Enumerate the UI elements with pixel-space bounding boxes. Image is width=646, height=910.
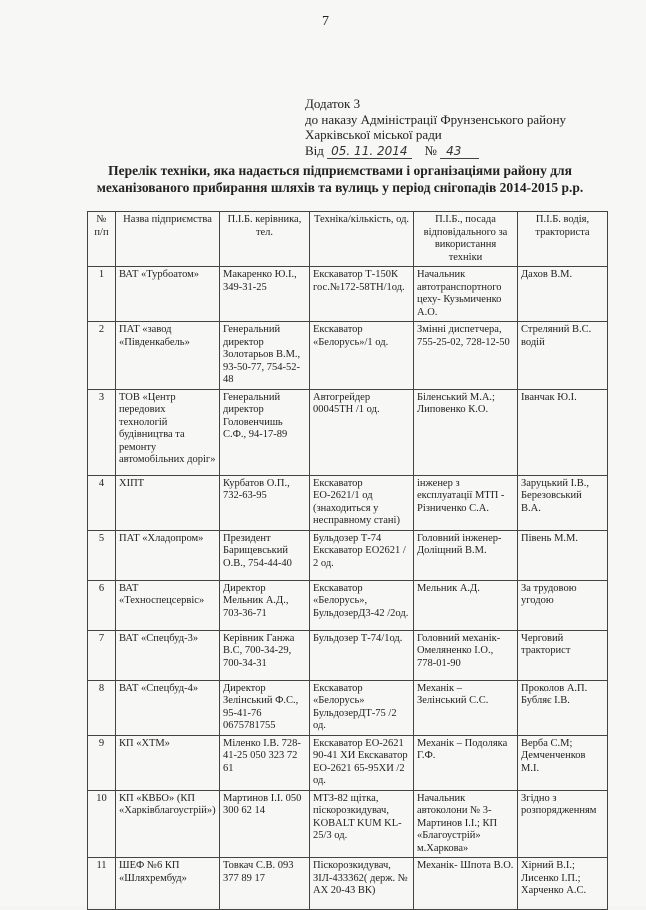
table-row bbox=[88, 790, 608, 858]
cell-driver: Дахов В.М. bbox=[518, 267, 608, 322]
cell-responsible: Змінні диспетчера, 755-25-02, 728-12-50 bbox=[414, 322, 518, 390]
cell-equipment: Екскаватор ЕО-2621/1 од (знаходиться у несправному стані) bbox=[310, 475, 414, 530]
table-row bbox=[88, 322, 608, 390]
appendix-line-2: до наказу Адміністрації Фрунзенського району bbox=[305, 111, 567, 127]
header-number: № п/п bbox=[88, 212, 116, 267]
cell-driver: Стреляний В.С. водій bbox=[518, 322, 608, 390]
cell-equipment: Бульдозер Т-74/1од. bbox=[310, 630, 414, 680]
table-row bbox=[88, 389, 608, 475]
cell-manager: Генеральний директор Золотарьов В.М., 93-50-77, 754-52-48 bbox=[220, 322, 310, 390]
header-equipment: Техніка/кількість, од. bbox=[310, 212, 414, 267]
cell-driver: За трудовою угодою bbox=[518, 580, 608, 630]
cell-manager: Директор Мельник А.Д., 703-36-71 bbox=[220, 580, 310, 630]
table-row bbox=[88, 580, 608, 630]
header-responsible: П.І.Б., посада відповідального за використання техніки bbox=[414, 212, 518, 267]
cell-manager: Курбатов О.П., 732-63-95 bbox=[220, 475, 310, 530]
cell-driver: Заруцький І.В., Березовський В.А. bbox=[518, 475, 608, 530]
appendix-date-line bbox=[305, 143, 566, 160]
number-prefix: № bbox=[424, 142, 437, 158]
appendix-line-3: Харківської міської ради bbox=[305, 127, 442, 142]
cell-enterprise: ТОВ «Центр передових технологій будівництва та ремонту автомобільних доріг» bbox=[116, 389, 220, 475]
cell-manager: Керівник Ганжа В.С, 700-34-29, 700-34-31 bbox=[220, 630, 310, 680]
cell-responsible: Начальник автоколони № 3- Мартинов І.І.; КП «Благоустрій» м.Харкова» bbox=[414, 790, 518, 858]
cell-equipment: Автогрейдер 00045ТН /1 од. bbox=[310, 389, 414, 475]
title-line-1: Перелік техніки, яка надається підприємствами і організаціями району для bbox=[108, 163, 572, 178]
cell-equipment: Екскаватор ЕО-2621 90-41 ХИ Екскаватор ЕО-2621 65-95ХИ /2 од. bbox=[310, 735, 414, 790]
cell-manager: Директор Зелінський Ф.С., 95-41-76 0675781755 bbox=[220, 680, 310, 735]
cell-responsible: Біленський М.А.; Липовенко К.О. bbox=[414, 389, 518, 475]
cell-enterprise: ВАТ «Техноспецсервіс» bbox=[116, 580, 220, 630]
cell-equipment: Екскаватор «Белорусь», БульдозерД3-42 /2од. bbox=[310, 580, 414, 630]
cell-driver: Згідно з розпорядженням bbox=[518, 790, 608, 858]
cell-driver: Верба С.М; Демченченков М.І. bbox=[518, 735, 608, 790]
cell-manager: Товкач С.В. 093 377 89 17 bbox=[220, 858, 310, 910]
cell-equipment: Екскаватор Т-150К гос.№172-58ТН/1од. bbox=[310, 267, 414, 322]
cell-manager: Міленко І.В. 728-41-25 050 323 72 61 bbox=[220, 735, 310, 790]
cell-number: 7 bbox=[88, 630, 116, 680]
cell-driver: Хірний В.І.; Лисенко І.П.; Харченко А.С. bbox=[518, 858, 608, 910]
cell-enterprise: КП «КВБО» (КП «Харківблагоустрій») bbox=[116, 790, 220, 858]
cell-equipment: Піскорозкидувач, ЗІЛ-433362( держ. № АХ 20-43 ВК) bbox=[310, 858, 414, 910]
cell-manager: Макаренко Ю.І., 349-31-25 bbox=[220, 267, 310, 322]
document-title bbox=[60, 162, 620, 196]
table-row bbox=[88, 680, 608, 735]
appendix-line-1: Додаток 3 bbox=[305, 96, 361, 111]
date-prefix: Від bbox=[305, 142, 324, 158]
cell-number: 10 bbox=[88, 790, 116, 858]
header-manager: П.І.Б. керівника, тел. bbox=[220, 212, 310, 267]
cell-responsible: інженер з експлуатації МТП - Різниченко С.А. bbox=[414, 475, 518, 530]
cell-number: 3 bbox=[88, 389, 116, 475]
cell-enterprise: ВАТ «Турбоатом» bbox=[116, 267, 220, 322]
cell-equipment: Екскаватор «Белорусь»/1 од. bbox=[310, 322, 414, 390]
cell-responsible: Головний інженер- Доліщний В.М. bbox=[414, 530, 518, 580]
cell-responsible: Мельник А.Д. bbox=[414, 580, 518, 630]
cell-enterprise: ПАТ «Хладопром» bbox=[116, 530, 220, 580]
cell-number: 1 bbox=[88, 267, 116, 322]
appendix-block bbox=[305, 96, 566, 159]
handwritten-date: 05. 11. 2014 bbox=[327, 144, 411, 159]
cell-responsible: Головний механік- Омеляненко І.О., 778-01-90 bbox=[414, 630, 518, 680]
header-driver: П.І.Б. водія, тракториста bbox=[518, 212, 608, 267]
cell-responsible: Механік – Зелінський С.С. bbox=[414, 680, 518, 735]
cell-driver: Іванчак Ю.І. bbox=[518, 389, 608, 475]
header-enterprise: Назва підприємства bbox=[116, 212, 220, 267]
equipment-table bbox=[87, 211, 608, 910]
cell-driver: Півень М.М. bbox=[518, 530, 608, 580]
cell-number: 6 bbox=[88, 580, 116, 630]
cell-enterprise: ПАТ «завод «Південкабель» bbox=[116, 322, 220, 390]
cell-enterprise: КП «ХТМ» bbox=[116, 735, 220, 790]
table-row bbox=[88, 735, 608, 790]
cell-number: 9 bbox=[88, 735, 116, 790]
cell-number: 8 bbox=[88, 680, 116, 735]
cell-enterprise: ВАТ «Спецбуд-4» bbox=[116, 680, 220, 735]
handwritten-number: 43 bbox=[440, 144, 479, 159]
cell-equipment: Бульдозер Т-74 Екскаватор ЕО2621 / 2 од. bbox=[310, 530, 414, 580]
cell-manager: Президент Барищевський О.В., 754-44-40 bbox=[220, 530, 310, 580]
table-row bbox=[88, 858, 608, 910]
cell-driver: Черговий тракторист bbox=[518, 630, 608, 680]
table-row bbox=[88, 530, 608, 580]
table-row bbox=[88, 267, 608, 322]
cell-enterprise: ШЕФ №6 КП «Шляхрембуд» bbox=[116, 858, 220, 910]
page-number: 7 bbox=[322, 14, 329, 29]
cell-number: 2 bbox=[88, 322, 116, 390]
cell-manager: Мартинов І.І. 050 300 62 14 bbox=[220, 790, 310, 858]
cell-enterprise: ВАТ «Спецбуд-3» bbox=[116, 630, 220, 680]
cell-driver: Проколов А.П. Бубляє І.В. bbox=[518, 680, 608, 735]
cell-enterprise: ХІПТ bbox=[116, 475, 220, 530]
table-row bbox=[88, 630, 608, 680]
cell-equipment: МТЗ-82 щітка, піскорозкидувач, KOBALT KUM KL-25/3 од. bbox=[310, 790, 414, 858]
cell-manager: Генеральний директор Головенчишь С.Ф., 94-17-89 bbox=[220, 389, 310, 475]
cell-number: 4 bbox=[88, 475, 116, 530]
table-row bbox=[88, 475, 608, 530]
cell-responsible: Начальник автотранспортного цеху- Кузьмиченко А.О. bbox=[414, 267, 518, 322]
title-line-2: механізованого прибирання шляхів та вулиць у період снігопадів 2014-2015 р.р. bbox=[96, 180, 584, 195]
cell-number: 11 bbox=[88, 858, 116, 910]
cell-responsible: Механік – Подоляка Г.Ф. bbox=[414, 735, 518, 790]
table-header-row bbox=[88, 212, 608, 267]
cell-responsible: Механік- Шпота В.О. bbox=[414, 858, 518, 910]
cell-number: 5 bbox=[88, 530, 116, 580]
cell-equipment: Екскаватор «Белорусь» БульдозерДТ-75 /2 од. bbox=[310, 680, 414, 735]
